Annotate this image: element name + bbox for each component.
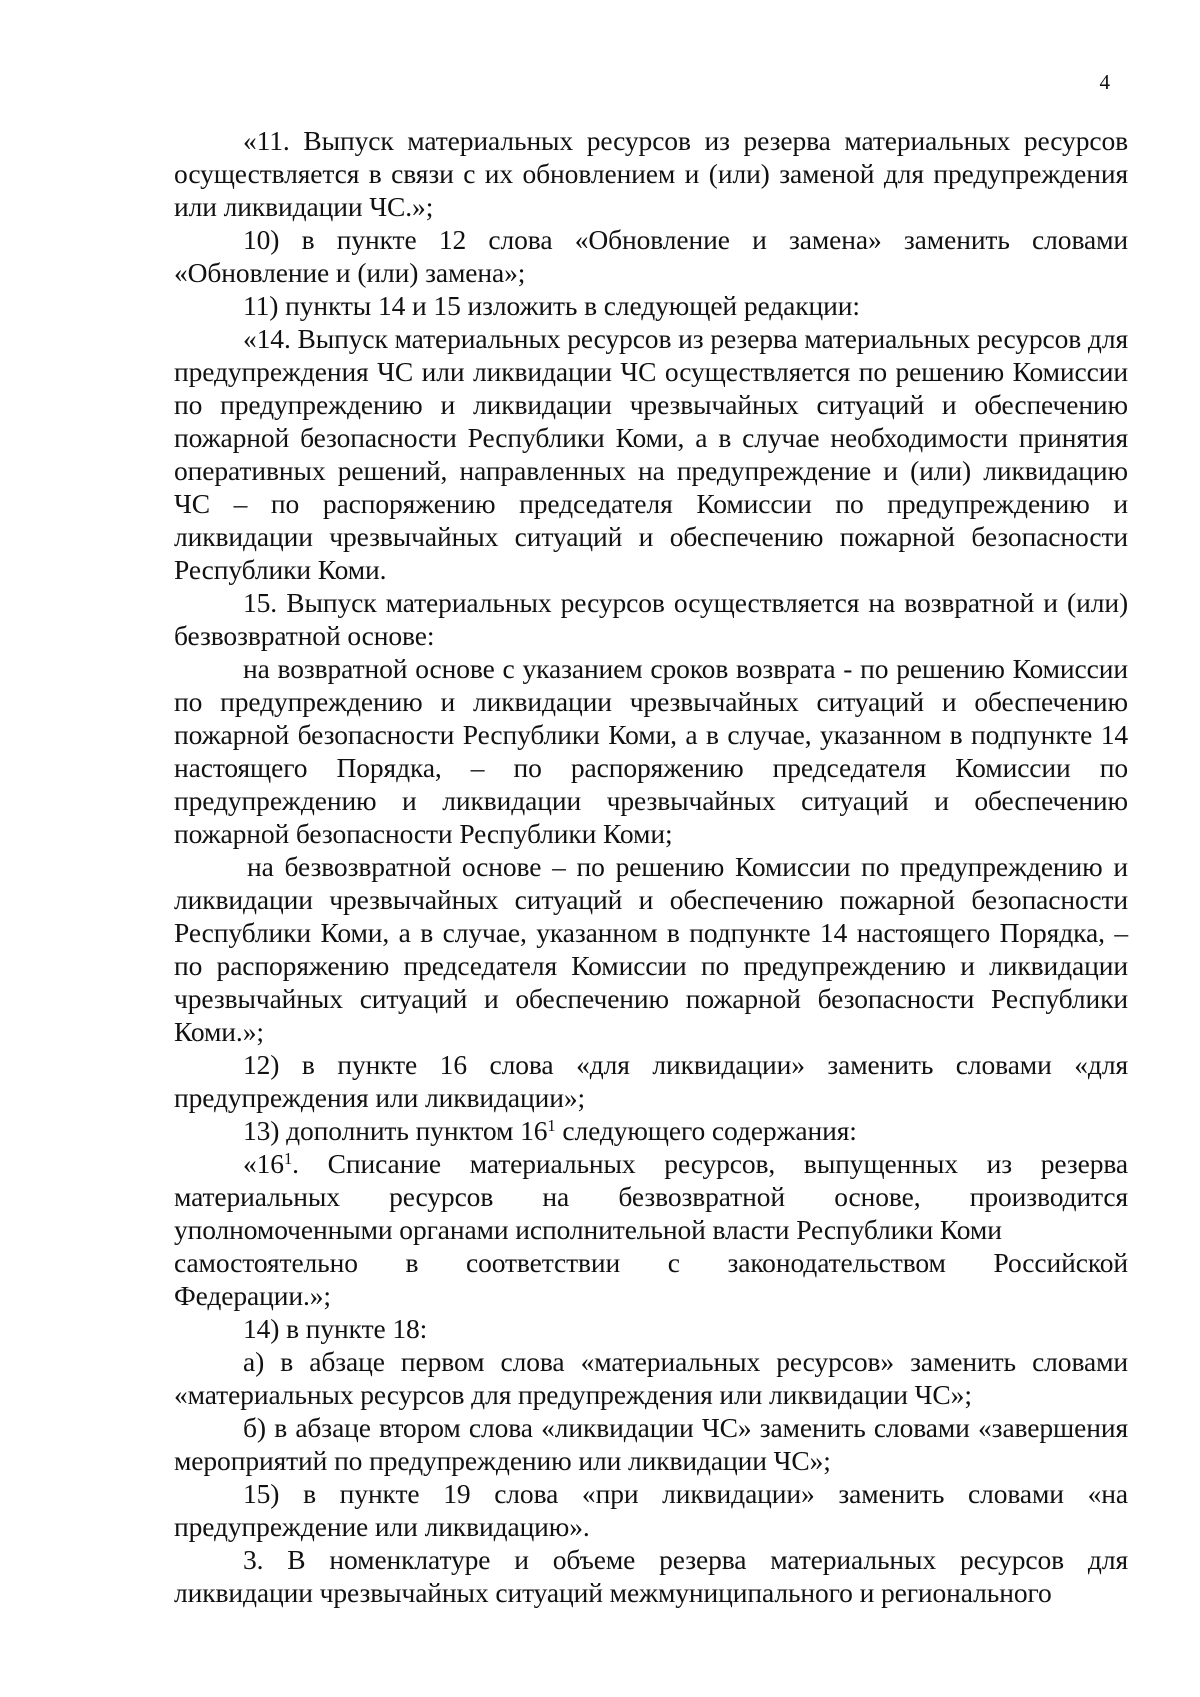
paragraph-subitem-a: а) в абзаце первом слова «материальных ресурсов» заменить словами «материальных ресурсов для предупреждения или ликвидации ЧС»; bbox=[174, 1346, 1128, 1410]
paragraph-amendment-12: 12) в пункте 16 слова «для ликвидации» заменить словами «для предупреждения или ликвидации»; bbox=[174, 1049, 1128, 1113]
line-word: в bbox=[405, 1247, 419, 1278]
item-16-1-superscript: 1 bbox=[283, 1148, 293, 1168]
paragraph-amendment-10: 10) в пункте 12 слова «Обновление и замена» заменить словами «Обновление и (или) замена»; bbox=[174, 224, 1128, 288]
paragraph-section-3: 3. В номенклатуре и объеме резерва материальных ресурсов для ликвидации чрезвычайных ситуаций межмуниципального и регионального bbox=[174, 1544, 1128, 1608]
paragraph-amendment-13 bbox=[174, 1114, 1128, 1147]
paragraph-item-16-1 bbox=[174, 1147, 1128, 1246]
line-word: соответствии bbox=[465, 1247, 621, 1278]
line-word: законодательством bbox=[727, 1247, 946, 1278]
paragraph-item-11: «11. Выпуск материальных ресурсов из резерва материальных ресурсов осуществляется в связи с их обновлением и (или) заменой для предупреждения или ликвидации ЧС.»; bbox=[174, 125, 1128, 222]
page-number: 4 bbox=[1099, 70, 1110, 94]
paragraph-returnable-basis: на возвратной основе с указанием сроков возврата - по решению Комиссии по предупреждению и ликвидации чрезвычайных ситуаций и обеспечению пожарной безопасности Республики Коми, а в случае, указанном в подпункте 14 настоящего Порядка, – по распоряжению председателя Комиссии по предупреждению и ликвидации чрезвычайных ситуаций и обеспечению пожарной безопасности Республики Коми; bbox=[174, 653, 1128, 849]
paragraph-item-16-1-end: Федерации.»; bbox=[174, 1280, 331, 1311]
item-16-1-text-after: . Списание материальных ресурсов, выпущенных из резерва материальных ресурсов на безвозвратной основе, производится уполномоченными органами исполнительной власти Республики Коми bbox=[174, 1148, 1128, 1245]
amendment-13-text-after: следующего содержания: bbox=[555, 1115, 857, 1146]
line-word: Российской bbox=[993, 1247, 1128, 1278]
paragraph-non-returnable-basis: на безвозвратной основе – по решению Комиссии по предупреждению и ликвидации чрезвычайных ситуаций и обеспечению пожарной безопасности Республики Коми, а в случае, указанном в подпункте 14 настоящего Порядка, – по распоряжению председателя Комиссии по предупреждению и ликвидации чрезвычайных ситуаций и обеспечению пожарной безопасности Республики Коми.»; bbox=[174, 851, 1128, 1047]
paragraph-item-15: 15. Выпуск материальных ресурсов осуществляется на возвратной и (или) безвозвратной основе: bbox=[174, 587, 1128, 651]
paragraph-item-16-1-line bbox=[174, 1246, 1128, 1279]
line-word: самостоятельно bbox=[174, 1247, 358, 1278]
line-word: с bbox=[667, 1247, 680, 1278]
paragraph-subitem-b: б) в абзаце втором слова «ликвидации ЧС» заменить словами «завершения мероприятий по предупреждению или ликвидации ЧС»; bbox=[174, 1412, 1128, 1476]
paragraph-item-14: «14. Выпуск материальных ресурсов из резерва материальных ресурсов для предупреждения ЧС или ликвидации ЧС осуществляется по решению Комиссии по предупреждению и ликвидации чрезвычайных ситуаций и обеспечению пожарной безопасности Республики Коми, а в случае необходимости принятия оперативных решений, направленных на предупреждение и (или) ликвидацию ЧС – по распоряжению председателя Комиссии по предупреждению и ликвидации чрезвычайных ситуаций и обеспечению пожарной безопасности Республики Коми. bbox=[174, 323, 1128, 585]
amendment-13-text-before: 13) дополнить пунктом 16 bbox=[243, 1115, 548, 1146]
amendment-13-superscript: 1 bbox=[547, 1115, 556, 1135]
paragraph-amendment-15: 15) в пункте 19 слова «при ликвидации» заменить словами «на предупреждение или ликвидацию». bbox=[174, 1478, 1128, 1542]
paragraph-amendment-11: 11) пункты 14 и 15 изложить в следующей редакции: bbox=[243, 290, 860, 321]
document-body bbox=[174, 124, 1128, 1609]
item-16-1-text-before: «16 bbox=[243, 1148, 284, 1179]
paragraph-amendment-14: 14) в пункте 18: bbox=[243, 1313, 428, 1344]
